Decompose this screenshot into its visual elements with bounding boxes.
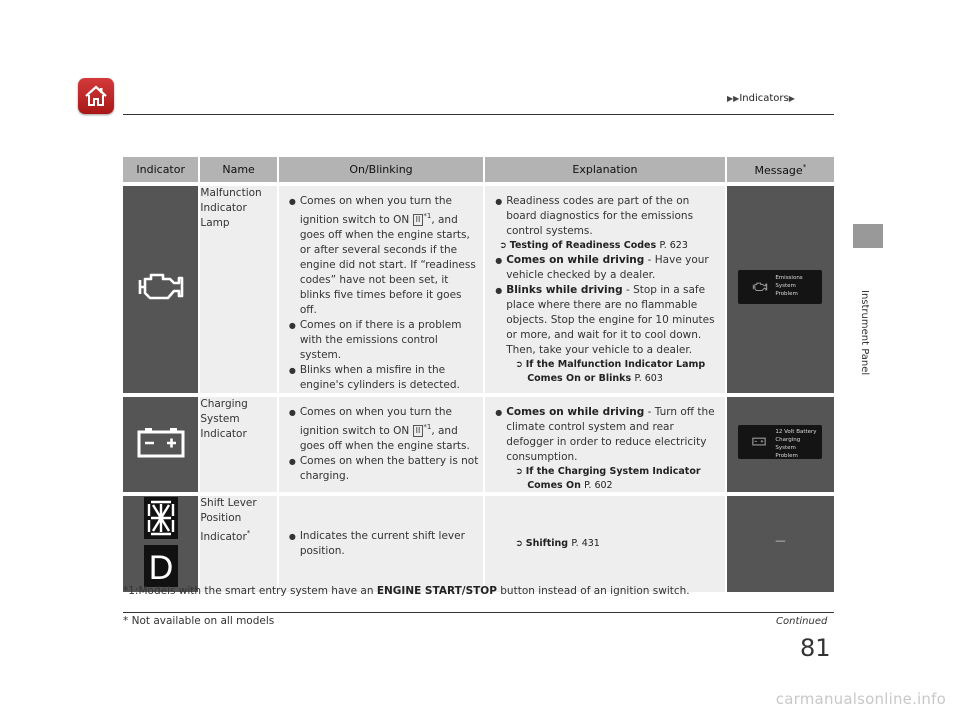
on-blinking-cell bbox=[279, 182, 485, 393]
watermark: carmanualsonline.info bbox=[775, 690, 946, 708]
battery-icon bbox=[752, 436, 766, 446]
table-row bbox=[123, 182, 834, 393]
list-item: ● Blinks while driving - Stop in a safe place where there are no flammable objects. Stop the engine for 10 minutes or more, and wait for it to cool down. Then, take your vehicle to a dealer. bbox=[496, 283, 720, 358]
reference-arrow-icon: ➲ bbox=[499, 241, 507, 251]
message-line: Problem bbox=[775, 291, 798, 297]
breadcrumb-arrow-icon: ▶ bbox=[788, 94, 795, 103]
indicator-cell bbox=[123, 182, 200, 393]
footer-rule bbox=[123, 612, 834, 613]
reference-arrow-icon: ➲ bbox=[515, 360, 523, 370]
col-header-message bbox=[727, 157, 834, 182]
breadcrumb-arrow-icon: ▶▶ bbox=[727, 94, 740, 103]
message-line: Emissions bbox=[775, 275, 803, 281]
message-line: Problem bbox=[775, 453, 798, 459]
cross-reference-link[interactable]: ➲ If the Malfunction Indicator Lamp Comes On or Blinks P. 603 bbox=[515, 359, 706, 384]
shift-position-icon bbox=[143, 497, 179, 587]
list-item: ● Readiness codes are part of the on board diagnostics for the emissions control systems. bbox=[496, 194, 720, 239]
section-tab[interactable] bbox=[853, 224, 883, 248]
list-item: ● Blinks when a misfire in the engine's cylinders is detected. bbox=[290, 363, 479, 393]
table-header-row bbox=[123, 157, 834, 182]
availability-note: * Not available on all models bbox=[123, 615, 275, 627]
message-cell: — bbox=[727, 492, 834, 592]
col-header-explanation: Explanation bbox=[485, 157, 726, 182]
message-line: System bbox=[775, 445, 796, 451]
footnote: *1:Models with the smart entry system have an ENGINE START/STOP button instead of an ignition switch. bbox=[123, 585, 690, 597]
list-item: ● Comes on while driving - Turn off the climate control system and rear defogger in order to reduce electricity consumption. bbox=[496, 405, 720, 465]
reference-arrow-icon: ➲ bbox=[515, 467, 523, 477]
check-engine-icon bbox=[136, 270, 186, 304]
message-display bbox=[738, 425, 822, 459]
indicator-name: Malfunction Indicator Lamp bbox=[200, 182, 278, 393]
list-item: ● Indicates the current shift lever position. bbox=[290, 529, 479, 559]
message-cell bbox=[727, 182, 834, 393]
shift-position-letter: D bbox=[148, 548, 173, 587]
home-icon bbox=[84, 84, 108, 108]
reference-arrow-icon: ➲ bbox=[515, 539, 523, 549]
message-line: 12 Volt Battery bbox=[775, 429, 817, 435]
col-header-name: Name bbox=[200, 157, 278, 182]
indicator-cell bbox=[123, 492, 200, 592]
on-blinking-cell bbox=[279, 492, 485, 592]
cross-reference-link[interactable]: ➲ Testing of Readiness Codes P. 623 bbox=[499, 240, 688, 251]
message-display bbox=[738, 270, 822, 304]
check-engine-icon bbox=[752, 281, 768, 293]
ignition-key-label: II bbox=[413, 214, 424, 226]
col-header-message-label: Message bbox=[754, 163, 803, 177]
not-all-models-marker: * bbox=[802, 162, 807, 171]
list-item: ● Comes on when you turn the ignition switch to ON II $^{*1}$, and goes off when the engine starts. bbox=[290, 405, 479, 454]
explanation-cell bbox=[485, 182, 726, 393]
page-number: 81 bbox=[800, 634, 831, 662]
col-header-on-blinking: On/Blinking bbox=[279, 157, 485, 182]
cross-reference-link[interactable]: ➲ If the Charging System Indicator Comes On P. 602 bbox=[515, 466, 701, 491]
indicator-table bbox=[123, 157, 834, 592]
battery-icon bbox=[136, 425, 186, 459]
list-item: ● Comes on while driving - Have your vehicle checked by a dealer. bbox=[496, 253, 720, 283]
on-blinking-cell bbox=[279, 393, 485, 492]
section-label: Instrument Panel bbox=[859, 290, 870, 376]
continued-label: Continued bbox=[776, 616, 828, 627]
message-line: System bbox=[775, 283, 796, 289]
indicator-cell bbox=[123, 393, 200, 492]
breadcrumb-label: Indicators bbox=[739, 93, 789, 104]
ignition-key-label: II bbox=[413, 425, 424, 437]
message-line: Charging bbox=[775, 437, 801, 443]
list-item: ● Comes on when you turn the ignition switch to ON II $^{*1}$, and goes off when the engine starts, or after several seconds if the engine did not start. If “readiness codes” have not been set, it blinks five times before it goes off. bbox=[290, 194, 479, 318]
col-header-indicator: Indicator bbox=[123, 157, 200, 182]
indicator-name: Charging System Indicator bbox=[200, 393, 278, 492]
indicator-name: Shift Lever Position Indicator* bbox=[200, 492, 278, 592]
table-row bbox=[123, 492, 834, 592]
breadcrumb[interactable] bbox=[727, 93, 795, 104]
message-cell bbox=[727, 393, 834, 492]
home-button[interactable] bbox=[78, 78, 114, 114]
table-row bbox=[123, 393, 834, 492]
explanation-cell bbox=[485, 492, 726, 592]
header-rule bbox=[123, 114, 834, 115]
list-item: ● Comes on when the battery is not charging. bbox=[290, 454, 479, 484]
list-item: ● Comes on if there is a problem with the emissions control system. bbox=[290, 318, 479, 363]
cross-reference-link[interactable]: ➲ Shifting P. 431 bbox=[515, 538, 600, 549]
explanation-cell bbox=[485, 393, 726, 492]
